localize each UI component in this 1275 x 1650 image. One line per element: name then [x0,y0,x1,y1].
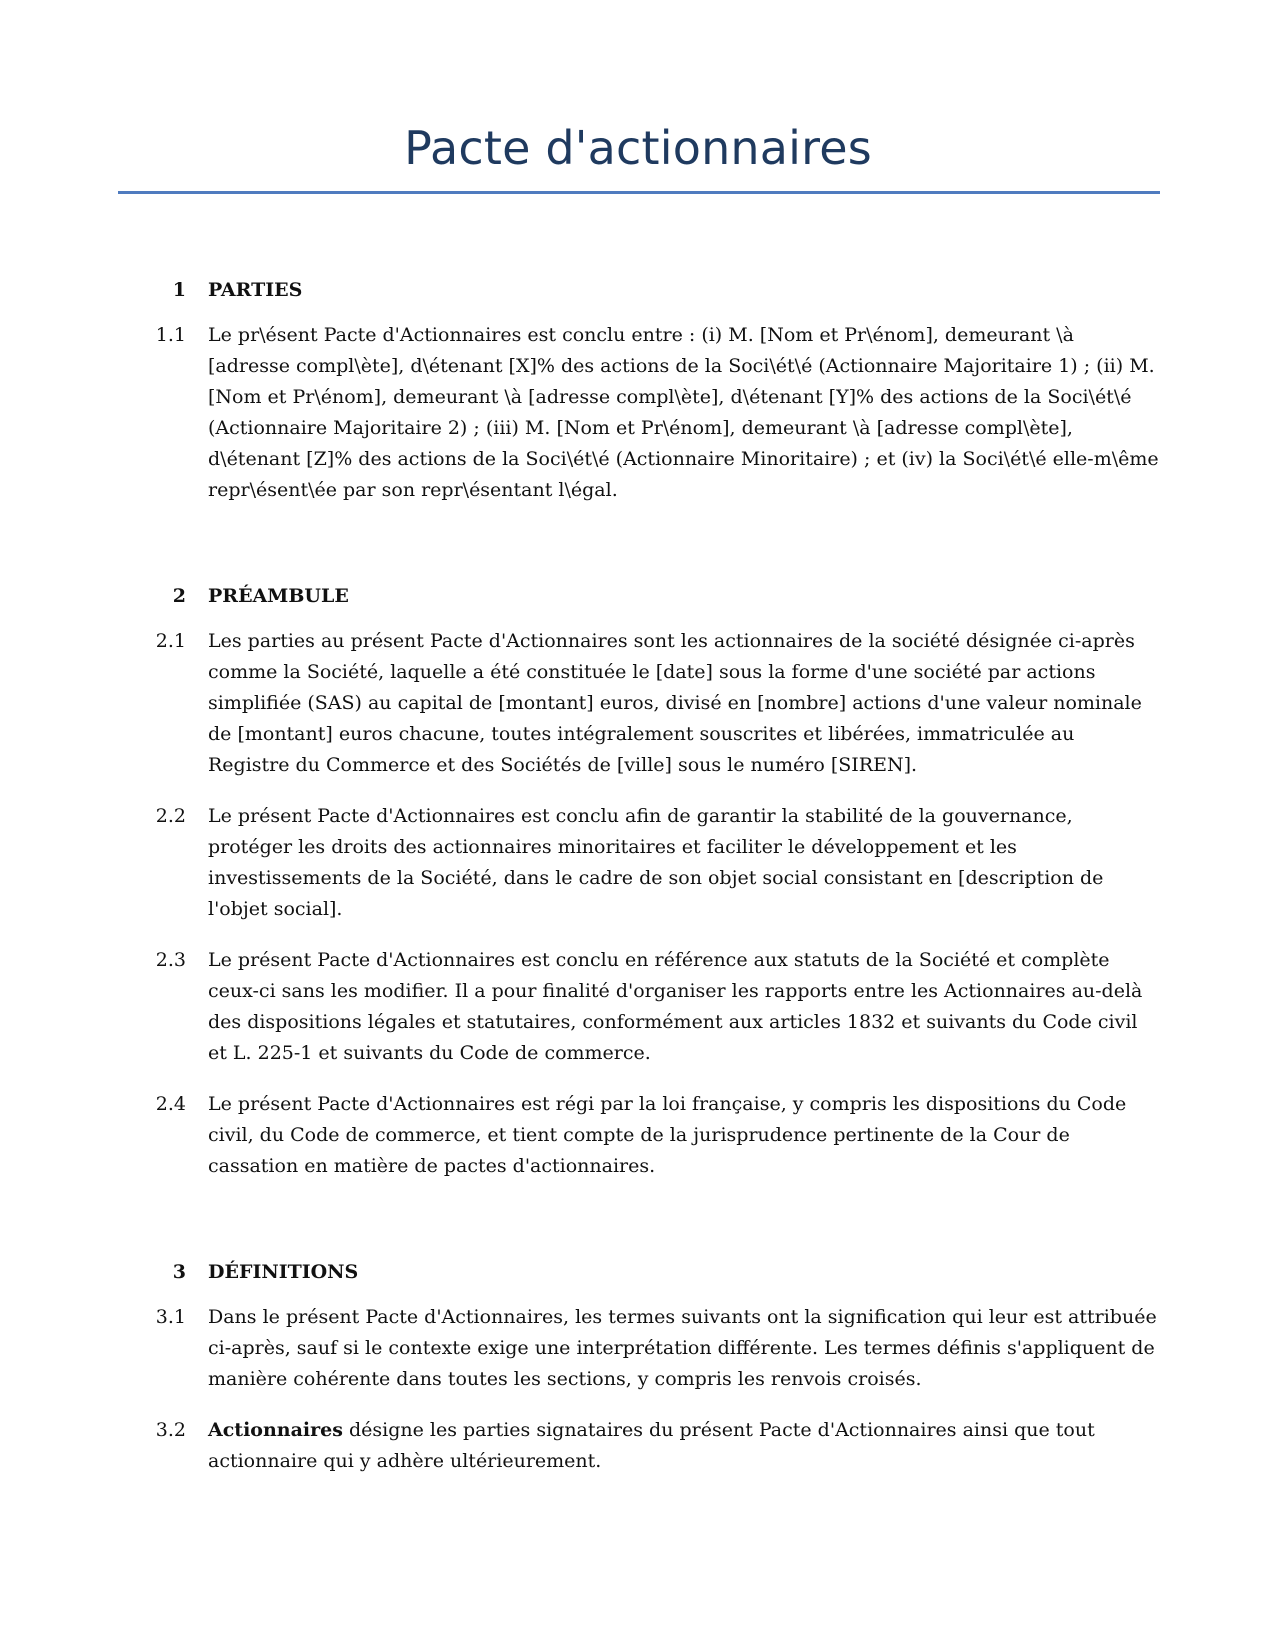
defined-term: Actionnaires [208,1419,343,1441]
clause-text: Dans le présent Pacte d'Actionnaires, les termes suivants ont la signification qui leur est attribuée ci-après, sauf si le contexte exige une interprétation différente. Les termes définis s'appliquent de manière cohérente dans toutes les sections, y compris les renvois croisés. [208,1306,1157,1390]
section-number: 1 [172,279,186,301]
title-underline [118,191,1160,194]
section-parties [150,272,1160,506]
document-title: Pacte d'actionnaires [404,121,872,175]
clause-number: 2.4 [155,1093,186,1115]
clause-number: 2.2 [155,805,186,827]
clause-number: 2.1 [155,630,186,652]
section-heading [150,272,1160,308]
section-number: 2 [172,585,186,607]
section-title: DÉFINITIONS [208,1261,359,1283]
section-title: PRÉAMBULE [208,585,349,607]
clause-text: Le présent Pacte d'Actionnaires est régi par la loi française, y compris les dispositions du Code civil, du Code de commerce, et tient compte de la jurisprudence pertinente de la Cour de cassation en matière de pactes d'actionnaires. [208,1093,1127,1177]
clause-text: Le présent Pacte d'Actionnaires est conclu afin de garantir la stabilité de la gouvernance, protéger les droits des actionnaires minoritaires et faciliter le développement et les investissements de la Société, dans le cadre de son objet social consistant en [description de l'objet social]. [208,805,1104,920]
clause-2-4 [150,1089,1160,1182]
clause-2-3 [150,945,1160,1069]
clause-number: 3.2 [155,1419,186,1441]
clause-3-2 [150,1415,1160,1477]
clause-text: Le pr\ésent Pacte d'Actionnaires est conclu entre : (i) M. [Nom et Pr\énom], demeurant \à [adresse compl\ète], d\étenant [X]% des actions de la Soci\ét\é (Actionnaire Majoritaire 1) ; (ii) M. [Nom et Pr\énom], demeurant \à [adresse compl\ète], d\étenant [Y]% des actions de la Soci\ét\é (Actionnaire Majoritaire 2) ; (iii) M. [Nom et Pr\énom], demeurant \à [adresse compl\ète], d\étenant [Z]% des actions de la Soci\ét\é (Actionnaire Minoritaire) ; et (iv) la Soci\ét\é elle-m\ême repr\ésent\ée par son repr\ésentant l\égal. [208,324,1159,501]
clause-text [208,1415,1160,1477]
clause-number: 1.1 [155,324,186,346]
clause-number: 3.1 [155,1306,186,1328]
clause-text: Les parties au présent Pacte d'Actionnaires sont les actionnaires de la société désignée ci-après comme la Société, laquelle a été constituée le [date] sous la forme d'une société par actions simplifiée (SAS) au capital de [montant] euros, divisé en [nombre] actions d'une valeur nominale de [montant] euros chacune, toutes intégralement souscrites et libérées, immatriculée au Registre du Commerce et des Sociétés de [ville] sous le numéro [SIREN]. [208,630,1142,776]
section-title: PARTIES [208,279,303,301]
section-heading [150,1254,1160,1290]
section-preambule [150,578,1160,1182]
clause-2-1 [150,626,1160,781]
clause-2-2 [150,801,1160,925]
clause-3-1 [150,1302,1160,1395]
clause-number: 2.3 [155,949,186,971]
clause-text: Le présent Pacte d'Actionnaires est conclu en référence aux statuts de la Société et complète ceux-ci sans les modifier. Il a pour finalité d'organiser les rapports entre les Actionnaires au-delà des dispositions légales et statutaires, conformément aux articles 1832 et suivants du Code civil et L. 225-1 et suivants du Code de commerce. [208,949,1143,1064]
clause-1-1 [150,320,1160,506]
section-definitions [150,1254,1160,1477]
section-heading [150,578,1160,614]
document-body [150,272,1160,1477]
section-number: 3 [172,1261,186,1283]
definition-text: désigne les parties signataires du présent Pacte d'Actionnaires ainsi que tout actionnaire qui y adhère ultérieurement. [208,1419,1095,1472]
